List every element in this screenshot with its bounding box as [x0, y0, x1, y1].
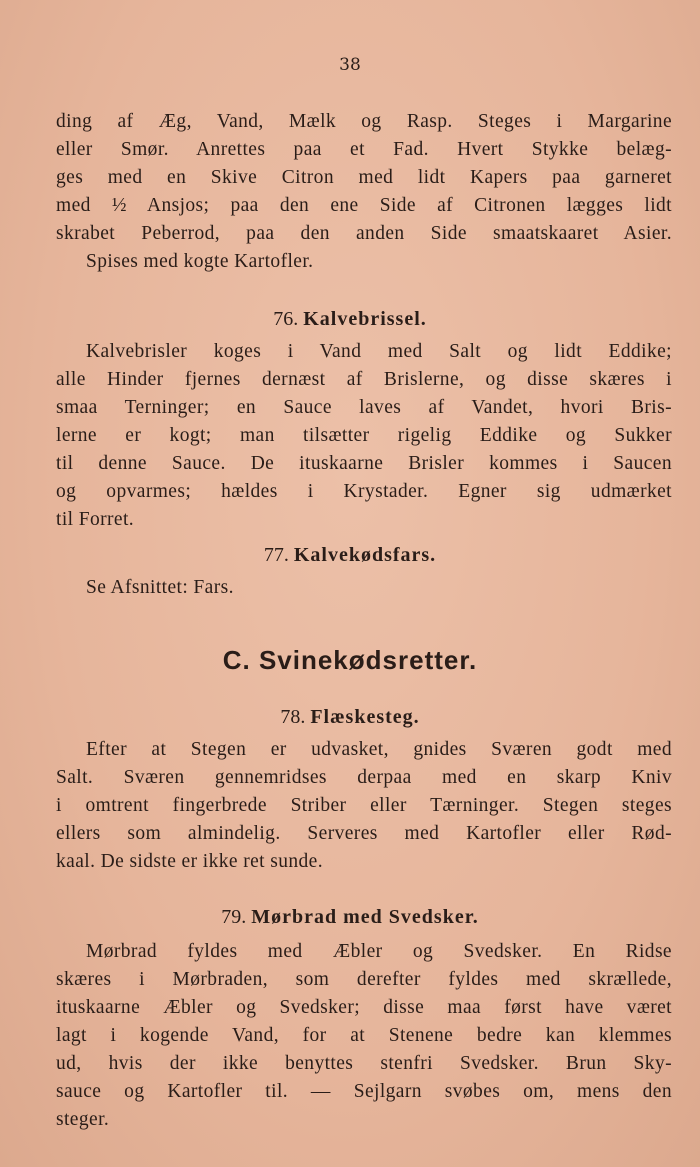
text-line: Se Afsnittet: Fars. — [86, 577, 234, 598]
recipe-body-76 — [56, 338, 672, 534]
text-line: Mørbrad fyldes med Æbler og Svedsker. En Ridse — [86, 941, 672, 962]
text-line: og opvarmes; hældes i Krystader. Egner sig udmærket — [56, 481, 672, 502]
text-line: Kalvebrisler koges i Vand med Salt og lidt Eddike; — [86, 341, 672, 362]
text-line: ud, hvis der ikke benyttes stenfri Svedsker. Brun Sky- — [56, 1053, 672, 1074]
text-line: steger. — [56, 1109, 110, 1130]
recipe-heading-78 — [0, 706, 700, 729]
text-line: ges med en Skive Citron med lidt Kapers paa garneret — [56, 167, 672, 188]
text-line: til denne Sauce. De ituskaarne Brisler kommes i Saucen — [56, 453, 672, 474]
recipe-number: 76. — [273, 308, 299, 330]
recipe-heading-76 — [0, 308, 700, 331]
text-line: Spises med kogte Kartofler. — [86, 251, 314, 272]
recipe-heading-79 — [0, 906, 700, 929]
text-line: Efter at Stegen er udvasket, gnides Sværen godt med — [86, 739, 672, 760]
recipe-number: 78. — [280, 706, 306, 728]
text-line: sauce og Kartofler til. — Sejlgarn svøbes om, mens den — [56, 1081, 672, 1102]
recipe-title: Kalvebrissel. — [303, 308, 427, 330]
recipe-body-77 — [56, 574, 672, 602]
text-line: ellers som almindelig. Serveres med Kartofler eller Rød- — [56, 823, 672, 844]
text-line: eller Smør. Anrettes paa et Fad. Hvert Stykke belæg- — [56, 139, 672, 160]
text-line: kaal. De sidste er ikke ret sunde. — [56, 851, 324, 872]
text-line: til Forret. — [56, 509, 135, 530]
text-line: skrabet Peberrod, paa den anden Side smaatskaaret Asier. — [56, 223, 672, 244]
section-title: C. Svinekødsretter. — [222, 645, 478, 675]
text-line: ding af Æg, Vand, Mælk og Rasp. Steges i Margarine — [56, 111, 672, 132]
text-line: lerne er kogt; man tilsætter rigelig Eddike og Sukker — [56, 425, 672, 446]
recipe-title: Mørbrad med Svedsker. — [251, 906, 479, 928]
recipe-number: 77. — [263, 544, 289, 566]
text-line: i omtrent fingerbrede Striber eller Tærninger. Stegen steges — [56, 795, 672, 816]
recipe-heading-77 — [0, 544, 700, 567]
text-line: med ½ Ansjos; paa den ene Side af Citronen lægges lidt — [56, 195, 672, 216]
text-line: skæres i Mørbraden, som derefter fyldes med skrællede, — [56, 969, 672, 990]
recipe-body-79 — [56, 938, 672, 1134]
recipe-title: Kalvekødsfars. — [293, 544, 437, 566]
recipe-title: Flæskesteg. — [310, 706, 420, 728]
page-number: 38 — [339, 55, 361, 75]
text-line: alle Hinder fjernes dernæst af Brislerne, og disse skæres i — [56, 369, 672, 390]
text-line: Salt. Sværen gennemridses derpaa med en skarp Kniv — [56, 767, 672, 788]
recipe-body-78 — [56, 736, 672, 876]
intro-paragraph — [56, 108, 672, 276]
recipe-number: 79. — [221, 906, 247, 928]
text-line: smaa Terninger; en Sauce laves af Vandet, hvori Bris- — [56, 397, 672, 418]
text-line: lagt i kogende Vand, for at Stenene bedre kan klemmes — [56, 1025, 672, 1046]
text-line: ituskaarne Æbler og Svedsker; disse maa først have været — [56, 997, 672, 1018]
